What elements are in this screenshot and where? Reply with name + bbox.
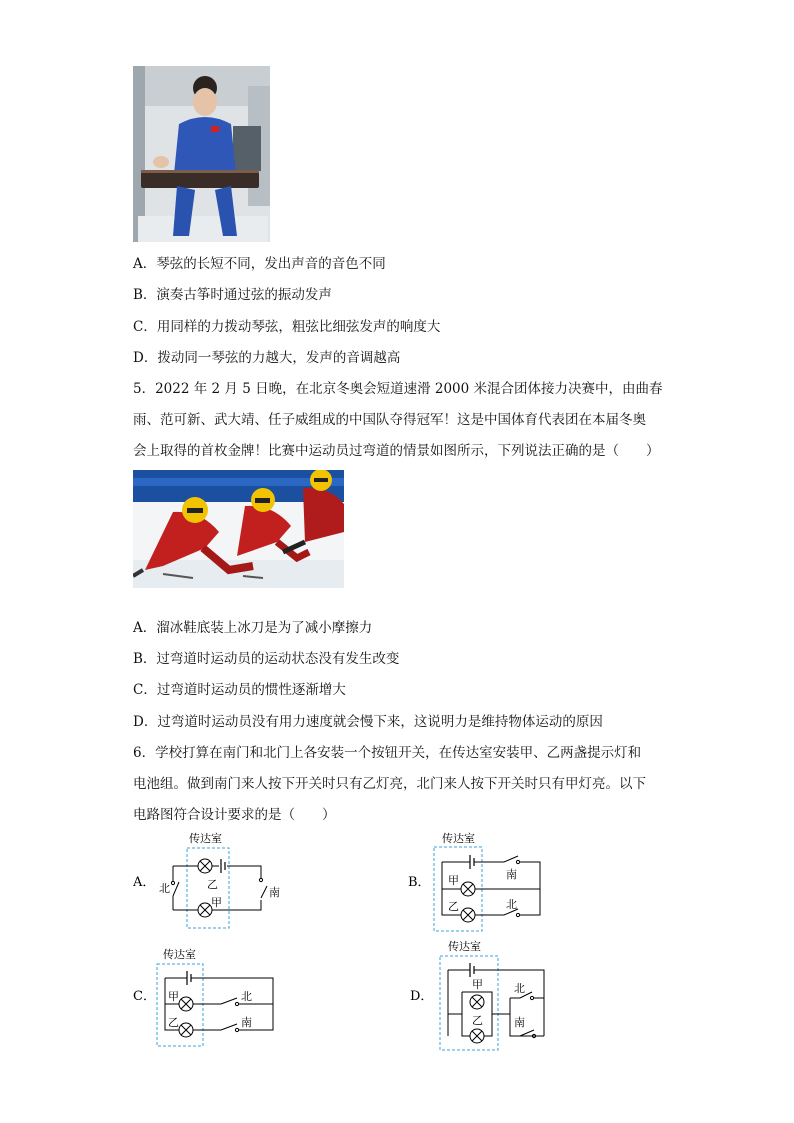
circuit-c-switch-2-label: 南 (241, 1016, 252, 1029)
circuit-a-lamp-2-label: 甲 (211, 896, 222, 909)
q5-stem-line-2: 雨、范可新、武大靖、任子威组成的中国队夺得冠军！这是中国体育代表团在本届冬奥 (133, 412, 646, 428)
q5-option-c: C．过弯道时运动员的惯性逐渐增大 (133, 682, 346, 698)
q4-option-a: A．琴弦的长短不同，发出声音的音色不同 (133, 256, 386, 272)
q5-stem-line-3: 会上取得的首枚金牌！比赛中运动员过弯道的情景如图所示，下列说法正确的是（ ） (133, 443, 660, 459)
q5-option-d: D．过弯道时运动员没有用力速度就会慢下来，这说明力是维持物体运动的原因 (133, 714, 603, 730)
q6-stem-line-3: 电路图符合设计要求的是（ ） (133, 807, 336, 823)
circuit-c-lamp-2-label: 乙 (168, 1016, 179, 1029)
circuit-c-letter: C． (133, 989, 156, 1004)
circuit-d-letter: D． (410, 989, 434, 1004)
circuit-d-switch-2-label: 南 (514, 1016, 525, 1029)
circuit-c-lamp-1-label: 甲 (168, 990, 179, 1003)
q5-stem-line-1: 5．2022 年 2 月 5 日晚，在北京冬奥会短道速滑 2000 米混合团体接力决赛中，由曲春 (133, 381, 663, 397)
circuit-b-lamp-2-label: 乙 (448, 900, 459, 913)
circuit-a-room-label: 传达室 (189, 832, 222, 845)
guzheng-photo (133, 66, 270, 242)
circuit-b-letter: B． (408, 875, 431, 890)
circuit-d-lamp-1-label: 甲 (472, 978, 483, 991)
q6-stem-line-1: 6．学校打算在南门和北门上各安装一个按钮开关，在传达室安装甲、乙两盏提示灯和 (133, 745, 642, 761)
circuit-a-lamp-1-label: 乙 (207, 878, 218, 891)
circuit-d-room-label: 传达室 (448, 940, 481, 953)
circuit-a-switch-right-label: 南 (269, 886, 280, 899)
circuit-b-switch-2-label: 北 (506, 898, 517, 911)
q4-option-d: D．拨动同一琴弦的力越大，发声的音调越高 (133, 350, 401, 366)
circuit-c-room-label: 传达室 (163, 948, 196, 961)
q6-stem-line-2: 电池组。做到南门来人按下开关时只有乙灯亮，北门来人按下开关时只有甲灯亮。以下 (133, 776, 646, 792)
circuit-d (410, 936, 570, 1054)
q4-option-c: C．用同样的力拨动琴弦，粗弦比细弦发声的响度大 (133, 319, 441, 335)
circuit-b-lamp-1-label: 甲 (448, 874, 459, 887)
circuit-a-switch-left-label: 北 (159, 882, 170, 895)
circuit-d-lamp-2-label: 乙 (472, 1014, 483, 1027)
circuit-b-room-label: 传达室 (442, 832, 475, 845)
speed-skating-photo (133, 470, 344, 588)
circuit-c (133, 940, 293, 1048)
circuit-a-letter: A． (133, 875, 156, 890)
circuit-c-switch-1-label: 北 (241, 990, 252, 1003)
circuit-a (133, 830, 293, 932)
circuit-b (408, 828, 568, 934)
q4-option-b: B．演奏古筝时通过弦的振动发声 (133, 287, 332, 303)
circuit-d-switch-1-label: 北 (514, 982, 525, 995)
q5-option-b: B．过弯道时运动员的运动状态没有发生改变 (133, 651, 400, 667)
circuit-b-switch-1-label: 南 (506, 868, 517, 881)
q5-option-a: A．溜冰鞋底装上冰刀是为了减小摩擦力 (133, 620, 373, 636)
